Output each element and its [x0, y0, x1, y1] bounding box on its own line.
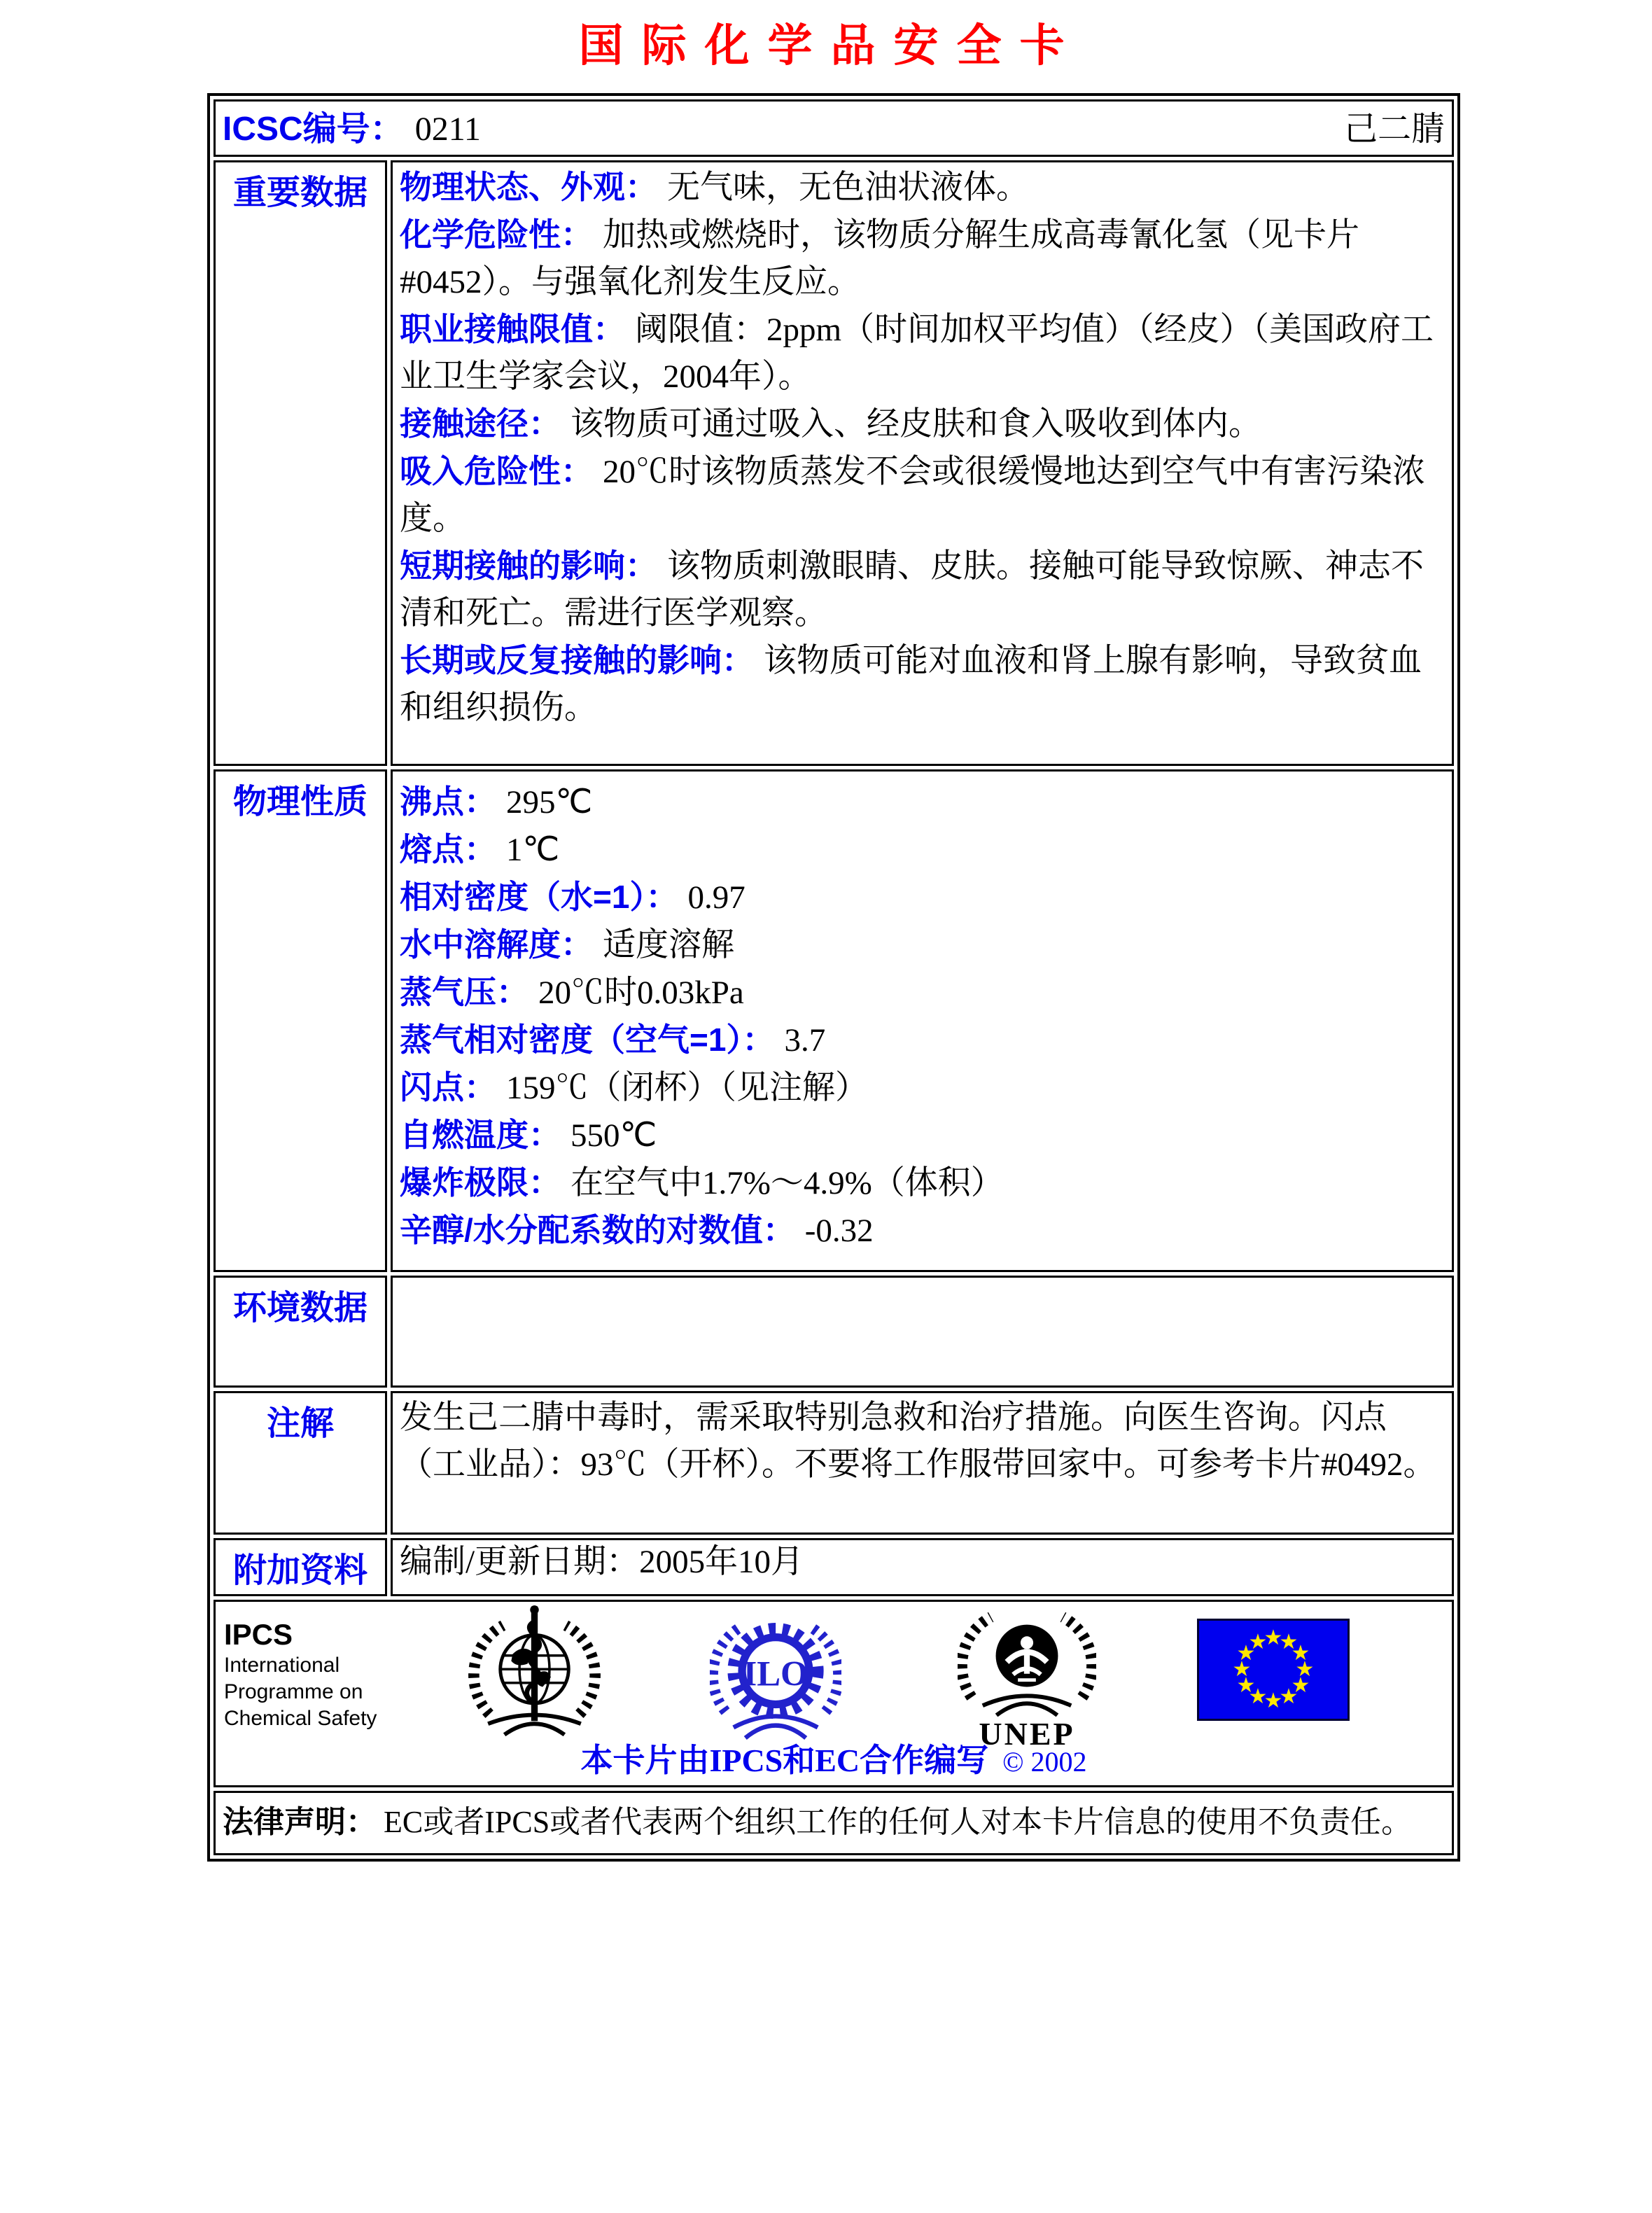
item-text: 无气味，无色油状液体。	[667, 169, 1029, 206]
prop-water-solubility	[400, 921, 1445, 969]
eu-star-icon: ★	[1291, 1673, 1310, 1698]
legal-row	[214, 1791, 1454, 1855]
data-item-exposure-routes	[400, 400, 1445, 448]
section-label-physical-properties: 物理性质	[214, 769, 387, 1272]
legal-text: EC或者IPCS或者代表两个组织工作的任何人对本卡片信息的使用不负责任。	[384, 1805, 1413, 1839]
prop-label: 蒸气相对密度（空气=1）：	[400, 1021, 775, 1058]
ilo-logo-text: ILO	[743, 1654, 808, 1694]
ipcs-line2: Programme on	[224, 1680, 363, 1703]
prop-boiling-point	[400, 779, 1445, 826]
notes-content: 发生己二腈中毒时，需采取特别急救和治疗措施。向医生咨询。闪点（工业品）：93℃（开杯）。不要将工作服带回家中。可参考卡片#0492。	[391, 1391, 1454, 1535]
prop-value: 在空气中1.7%～4.9%（体积）	[570, 1165, 1004, 1201]
prop-explosive-limits	[400, 1159, 1445, 1207]
prop-label: 沸点：	[400, 783, 496, 820]
prop-vapor-density	[400, 1017, 1445, 1064]
notes-row	[214, 1391, 1454, 1535]
data-item-long-term-effects	[400, 637, 1445, 732]
update-date-value: 2005年10月	[639, 1544, 804, 1580]
item-label: 接触途径：	[400, 405, 561, 442]
copyright-text: © 2002	[1002, 1746, 1087, 1778]
ipcs-text-block	[224, 1617, 377, 1732]
data-item-inhalation-risk	[400, 448, 1445, 543]
environmental-data-content	[391, 1276, 1454, 1388]
item-label: 物理状态、外观：	[400, 169, 657, 205]
prop-label: 熔点：	[400, 831, 496, 867]
important-data-content	[391, 160, 1454, 766]
important-data-row	[214, 160, 1454, 766]
prop-octanol-water	[400, 1207, 1445, 1255]
item-label: 短期接触的影响：	[400, 547, 657, 584]
prop-value: 3.7	[784, 1022, 826, 1059]
eu-star-icon: ★	[1264, 1689, 1283, 1713]
credit-text: 本卡片由IPCS和EC合作编写	[580, 1743, 989, 1778]
eu-star-icon: ★	[1232, 1657, 1252, 1682]
ipcs-line3: Chemical Safety	[224, 1707, 377, 1730]
item-label: 职业接触限值：	[400, 311, 625, 347]
item-label: 化学危险性：	[400, 216, 593, 253]
ipcs-name: IPCS	[224, 1618, 293, 1651]
prop-value: 1℃	[506, 832, 560, 868]
prop-melting-point	[400, 826, 1445, 874]
prop-label: 自燃温度：	[400, 1117, 561, 1153]
prop-label: 相对密度（水=1）：	[400, 879, 678, 915]
prop-value: 159℃（闭杯）（见注解）	[506, 1070, 868, 1106]
icsc-number-label: ICSC编号：	[223, 111, 404, 148]
eu-star-icon: ★	[1295, 1657, 1315, 1682]
prop-vapor-pressure	[400, 969, 1445, 1017]
eu-star-icon: ★	[1236, 1641, 1256, 1666]
logos-cell	[214, 1600, 1454, 1787]
prop-relative-density	[400, 874, 1445, 921]
credit-line	[216, 1735, 1452, 1781]
unep-logo-text: UNEP	[979, 1716, 1075, 1752]
chemical-name: 己二腈	[1343, 111, 1445, 148]
who-logo-icon	[466, 1605, 603, 1745]
prop-value: 295℃	[506, 784, 593, 821]
logos-row	[214, 1600, 1454, 1787]
eu-star-icon: ★	[1248, 1684, 1268, 1709]
eu-star-icon: ★	[1236, 1673, 1256, 1698]
item-text: 该物质可能对血液和肾上腺有影响，导致贫血和组织损伤。	[400, 643, 1422, 726]
legal-cell	[214, 1791, 1454, 1855]
unep-logo-icon	[958, 1606, 1096, 1717]
prop-label: 爆炸极限：	[400, 1164, 561, 1201]
section-label-important-data: 重要数据	[214, 160, 387, 766]
item-text: 该物质刺激眼睛、皮肤。接触可能导致惊厥、神志不清和死亡。需进行医学观察。	[400, 548, 1424, 631]
physical-properties-row	[214, 769, 1454, 1272]
page-title: 国际化学品安全卡	[578, 21, 1083, 71]
prop-value: -0.32	[804, 1213, 874, 1249]
eu-star-icon: ★	[1264, 1626, 1283, 1650]
prop-value: 0.97	[687, 879, 746, 916]
prop-label: 蒸气压：	[400, 974, 528, 1010]
section-label-notes: 注解	[214, 1391, 387, 1535]
data-item-occupational-limit	[400, 306, 1445, 400]
item-text: 该物质可通过吸入、经皮肤和食入吸收到体内。	[570, 406, 1261, 442]
prop-label: 闪点：	[400, 1069, 496, 1105]
eu-star-icon: ★	[1279, 1630, 1298, 1654]
icsc-card-table	[207, 93, 1460, 1862]
card-header-row	[214, 99, 1454, 157]
data-item-chemical-danger	[400, 211, 1445, 306]
prop-label: 辛醇/水分配系数的对数值：	[400, 1212, 795, 1248]
item-text: 20℃时该物质蒸发不会或很缓慢地达到空气中有害污染浓度。	[400, 454, 1425, 537]
data-item-short-term-effects	[400, 543, 1445, 637]
item-text: 阈限值：2ppm（时间加权平均值）（经皮）（美国政府工业卫生学家会议，2004年）。	[400, 312, 1434, 395]
prop-flash-point	[400, 1064, 1445, 1112]
eu-flag-icon	[1197, 1619, 1350, 1721]
additional-info-row	[214, 1538, 1454, 1596]
icsc-number-group	[223, 102, 481, 150]
eu-star-icon: ★	[1279, 1684, 1298, 1709]
item-label: 长期或反复接触的影响：	[400, 642, 754, 678]
legal-label: 法律声明：	[223, 1805, 377, 1839]
eu-star-icon: ★	[1291, 1641, 1310, 1666]
ilo-logo-icon	[710, 1612, 841, 1743]
prop-value: 20℃时0.03kPa	[538, 975, 744, 1011]
unep-logo-block	[958, 1606, 1096, 1751]
item-label: 吸入危险性：	[400, 453, 593, 489]
prop-value: 550℃	[570, 1117, 657, 1154]
eu-star-icon: ★	[1248, 1630, 1268, 1654]
prop-label: 水中溶解度：	[400, 926, 593, 963]
icsc-number-value: 0211	[414, 111, 481, 148]
prop-autoignition-temp	[400, 1112, 1445, 1159]
ipcs-line1: International	[224, 1654, 340, 1677]
card-header-cell	[214, 99, 1454, 157]
data-item-physical-state	[400, 164, 1445, 211]
section-label-additional-info: 附加资料	[214, 1538, 387, 1596]
additional-info-content	[391, 1538, 1454, 1596]
section-label-environmental-data: 环境数据	[214, 1276, 387, 1388]
environmental-data-row	[214, 1276, 1454, 1388]
update-date-label: 编制/更新日期：	[400, 1544, 640, 1580]
prop-value: 适度溶解	[603, 927, 734, 963]
physical-properties-content	[391, 769, 1454, 1272]
item-text: 加热或燃烧时，该物质分解生成高毒氰化氢（见卡片#0452）。与强氧化剂发生反应。	[400, 217, 1359, 300]
